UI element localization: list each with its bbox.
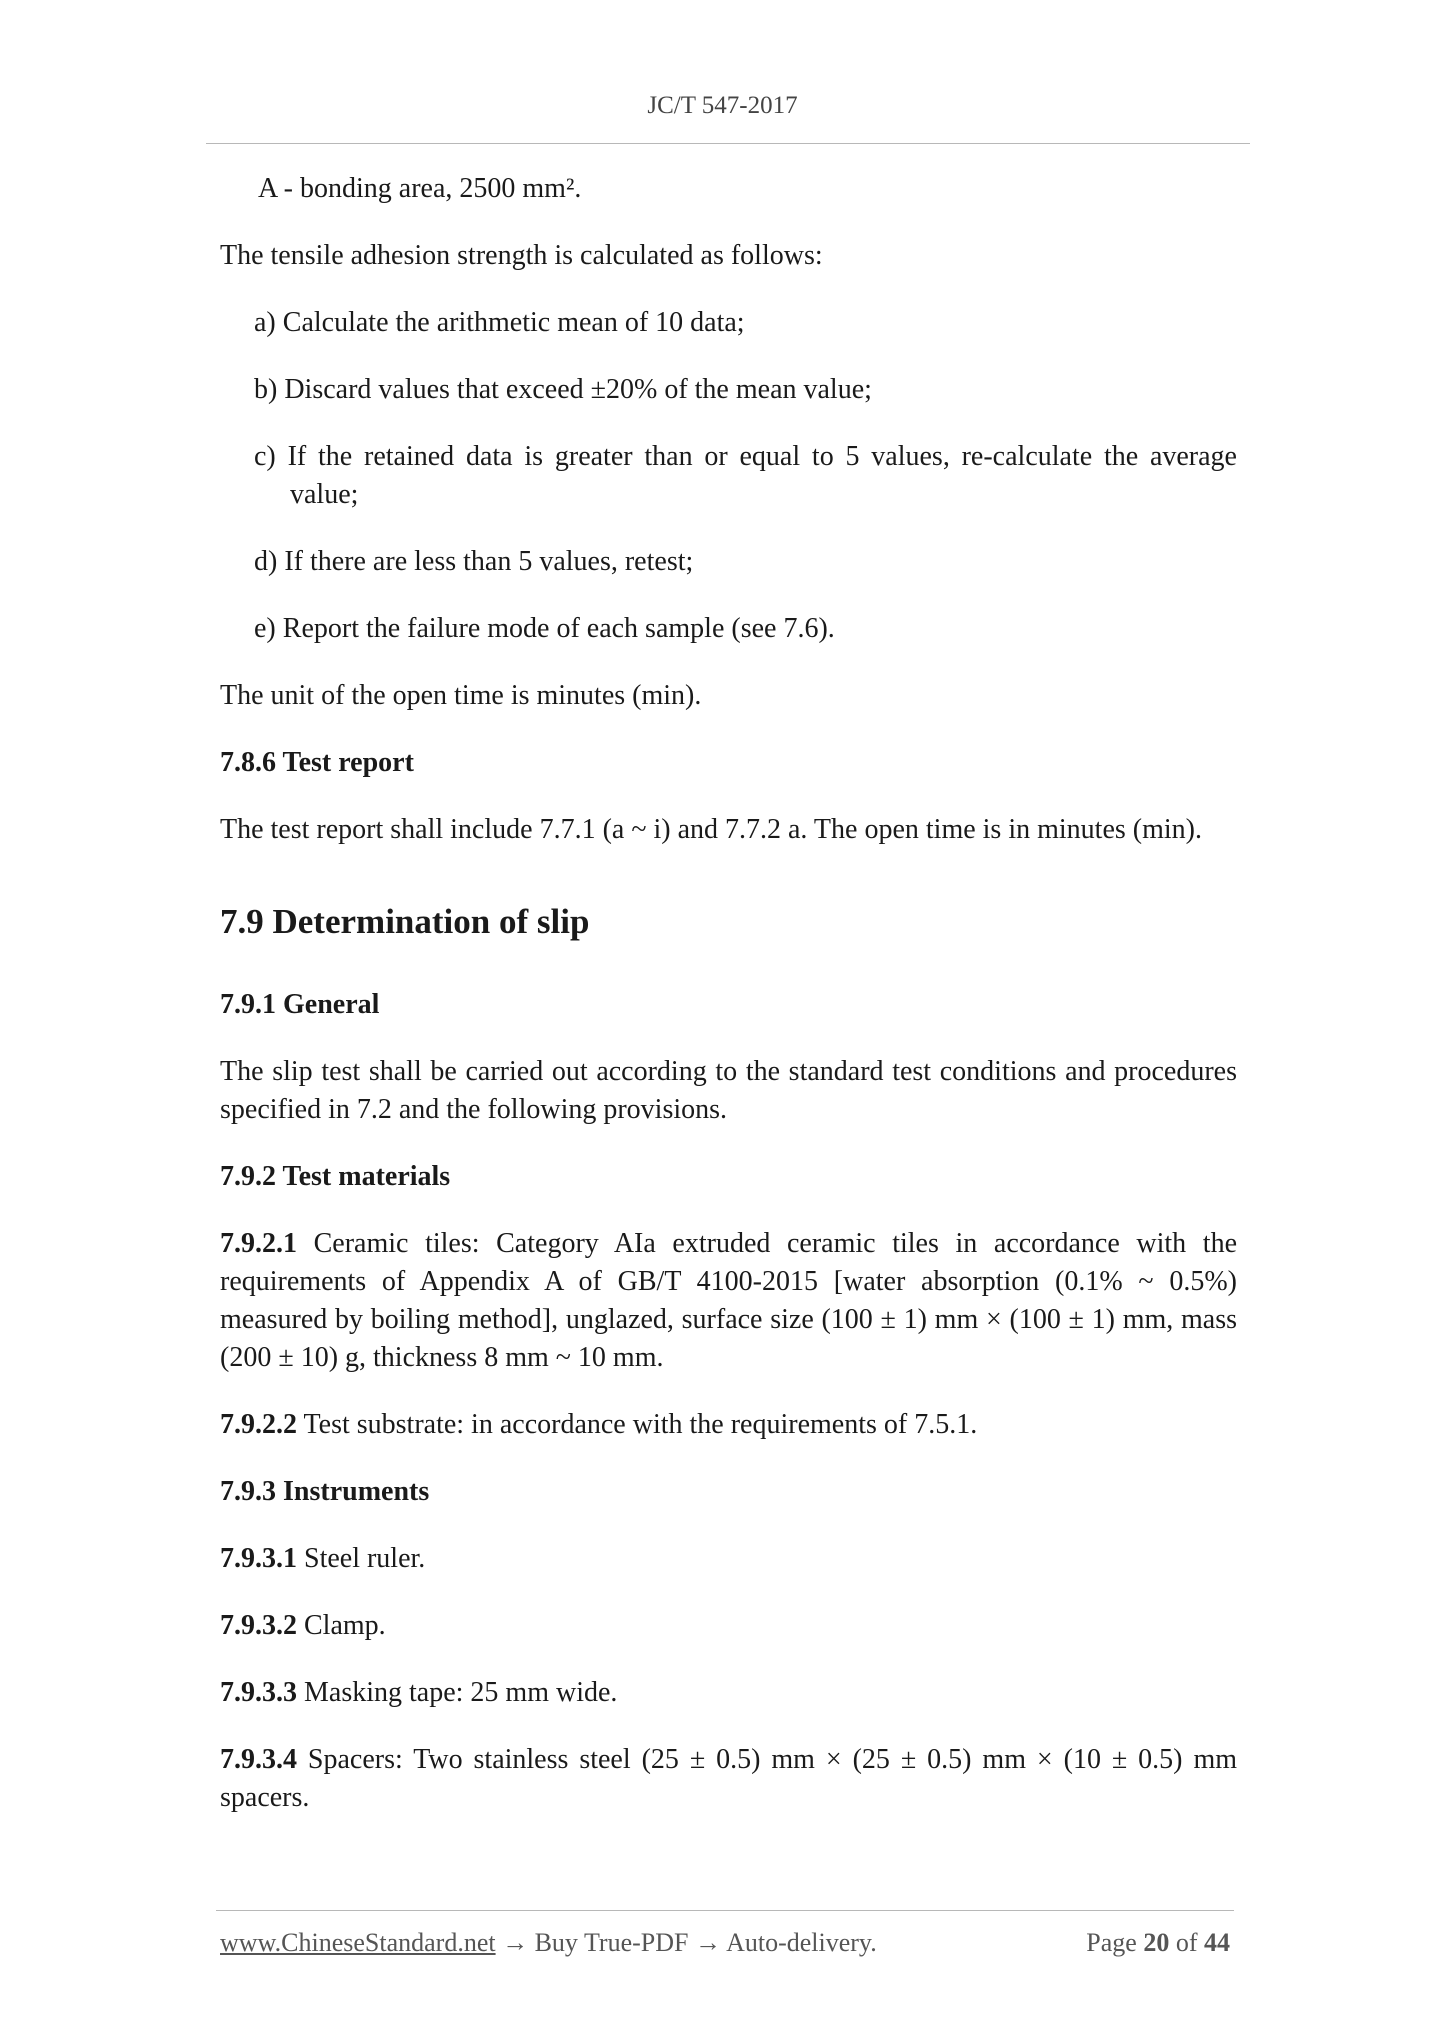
clause-7-9-3-4 — [220, 1741, 1237, 1817]
header-divider — [206, 143, 1250, 144]
clause-text: Clamp. — [297, 1610, 386, 1641]
heading-7-9-1: 7.9.1 General — [220, 989, 380, 1020]
test-report-paragraph: The test report shall include 7.7.1 (a ~ i) and 7.7.2 a. The open time is in minutes (min). — [220, 814, 1202, 845]
total-pages: 44 — [1204, 1928, 1230, 1957]
heading-7-8-6: 7.8.6 Test report — [220, 747, 414, 778]
clause-number: 7.9.3.3 — [220, 1677, 297, 1708]
list-text: Discard values that exceed ±20% of the mean value; — [284, 374, 872, 405]
bonding-area-definition: A - bonding area, 2500 mm². — [258, 173, 582, 204]
list-marker: c) — [254, 441, 276, 472]
list-marker: d) — [254, 546, 278, 577]
clause-7-9-3-1 — [220, 1540, 1237, 1578]
clause-7-9-2-1 — [220, 1225, 1237, 1377]
clause-text: Spacers: Two stainless steel (25 ± 0.5) mm × (25 ± 0.5) mm × (10 ± 0.5) mm spacers. — [220, 1744, 1237, 1813]
clause-text: Ceramic tiles: Category AIa extruded ceramic tiles in accordance with the requirements of Appendix A of GB/T 4100-2015 [water absorption (0.1% ~ 0.5%) measured by boiling method], unglazed, surface size (100 ± 1) mm × (100 ± 1) mm, mass (200 ± 10) g, thickness 8 mm ~ 10 mm. — [220, 1228, 1237, 1373]
list-text: Report the failure mode of each sample (see 7.6). — [282, 613, 835, 644]
clause-text: Test substrate: in accordance with the requirements of 7.5.1. — [297, 1409, 978, 1440]
page-label: Page — [1086, 1928, 1137, 1957]
heading-7-9: 7.9 Determination of slip — [220, 902, 590, 941]
heading-7-9-2: 7.9.2 Test materials — [220, 1161, 451, 1192]
of-label: of — [1175, 1928, 1198, 1957]
footer-promo — [220, 1928, 877, 1958]
clause-number: 7.9.2.2 — [220, 1409, 297, 1440]
list-item — [220, 438, 1237, 514]
open-time-unit: The unit of the open time is minutes (min). — [220, 680, 702, 711]
heading-7-9-3: 7.9.3 Instruments — [220, 1476, 430, 1507]
list-marker: a) — [254, 307, 276, 338]
list-item — [220, 371, 1237, 409]
document-id: JC/T 547-2017 — [647, 92, 798, 119]
list-item — [220, 304, 1237, 342]
clause-number: 7.9.3.2 — [220, 1610, 297, 1641]
buy-text: Buy True-PDF — [534, 1928, 689, 1957]
running-header — [0, 92, 1445, 120]
clause-7-9-3-2 — [220, 1607, 1237, 1645]
arrow-icon: → — [688, 1928, 727, 1957]
clause-number: 7.9.3.4 — [220, 1744, 297, 1775]
page-body — [220, 170, 1237, 1846]
clause-7-9-3-3 — [220, 1674, 1237, 1712]
current-page: 20 — [1143, 1928, 1170, 1957]
page-number — [1086, 1928, 1230, 1958]
footer-divider — [216, 1910, 1234, 1911]
list-item — [220, 543, 1237, 581]
clause-text: Steel ruler. — [297, 1543, 426, 1574]
delivery-text: Auto-delivery. — [726, 1928, 877, 1957]
clause-number: 7.9.3.1 — [220, 1543, 297, 1574]
general-paragraph: The slip test shall be carried out according to the standard test conditions and procedures specified in 7.2 and the following provisions. — [220, 1056, 1237, 1125]
clause-text: Masking tape: 25 mm wide. — [297, 1677, 618, 1708]
list-text: Calculate the arithmetic mean of 10 data; — [282, 307, 745, 338]
site-link[interactable]: www.ChineseStandard.net — [220, 1928, 496, 1957]
arrow-icon: → — [495, 1928, 535, 1957]
list-text: If the retained data is greater than or equal to 5 values, re-calculate the average value; — [287, 441, 1237, 510]
list-marker: b) — [254, 374, 278, 405]
list-item — [220, 610, 1237, 648]
list-text: If there are less than 5 values, retest; — [284, 546, 694, 577]
list-marker: e) — [254, 613, 276, 644]
clause-number: 7.9.2.1 — [220, 1228, 297, 1259]
calculation-intro: The tensile adhesion strength is calculated as follows: — [220, 240, 823, 271]
clause-7-9-2-2 — [220, 1406, 1237, 1444]
